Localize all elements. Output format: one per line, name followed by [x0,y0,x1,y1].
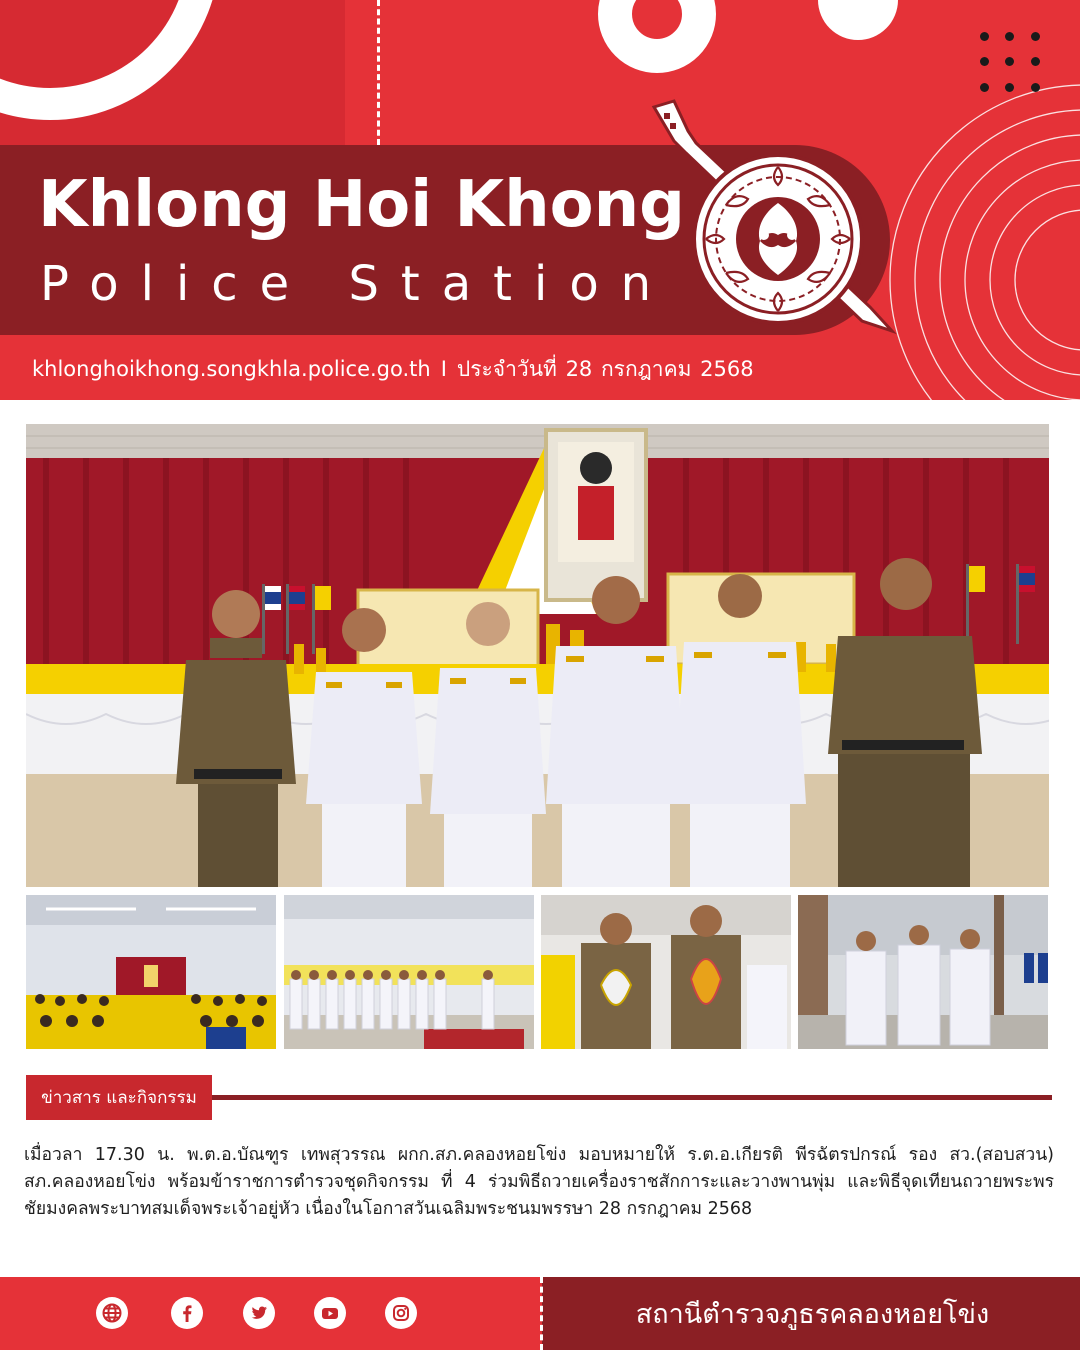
decorative-dots [980,32,1042,94]
website-link[interactable]: khlonghoikhong.songkhla.police.go.th [32,357,431,381]
header-meta [32,353,754,386]
thumbnail-photo [541,895,791,1049]
thumbnail-officers-lineup [284,895,534,1049]
thumbnail-photo [26,895,276,1049]
issue-date: ประจำวันที่ 28 กรกฎาคม 2568 [456,357,754,381]
globe-icon[interactable] [96,1297,128,1329]
thumbnail-hall-audience [26,895,276,1049]
instagram-icon[interactable] [385,1297,417,1329]
news-tab: ข่าวสาร และกิจกรรม [26,1075,212,1120]
header [0,0,1080,400]
main-photo [26,424,1049,887]
thumbnail-outdoor-trio [798,895,1048,1049]
footer-divider [540,1277,543,1350]
news-body: เมื่อวลา 17.30 น. พ.ต.อ.บัณฑูร เทพสุวรรณ ผกก.สภ.คลองหอยโข่ง มอบหมายให้ ร.ต.อ.เกียรติ พีรฉัตรปกรณ์ รอง สว.(สอบสวน) สภ.คลองหอยโข่ง พร้อมข้าราชการตำรวจชุดกิจกรรม ที่ 4 ร่วมพิธีถวายเครื่องราชสักการะและวางพานพุ่ม และพิธีจุดเทียนถวายพระพรชัยมงคลพระบาทสมเด็จพระเจ้าอยู่หัว เนื่องในโอกาสวันเฉลิมพระชนมพรรษา 28 กรกฎาคม 2568 [24,1145,1054,1219]
footer-station-name: สถานีตำรวจภูธรคลองหอยโข่ง [635,1299,990,1330]
meta-separator: I [440,357,447,381]
police-emblem-icon [630,95,910,355]
twitter-icon[interactable] [243,1297,275,1329]
news-divider [212,1095,1052,1100]
thumbnail-officers-offerings [541,895,791,1049]
facebook-icon[interactable] [171,1297,203,1329]
thumbnail-photo [798,895,1048,1049]
youtube-icon[interactable] [314,1297,346,1329]
main-photo-illustration [26,424,1049,887]
thumbnail-photo [284,895,534,1049]
page-subtitle: Police Station [40,256,674,312]
page-title: Khlong Hoi Khong [38,168,685,242]
